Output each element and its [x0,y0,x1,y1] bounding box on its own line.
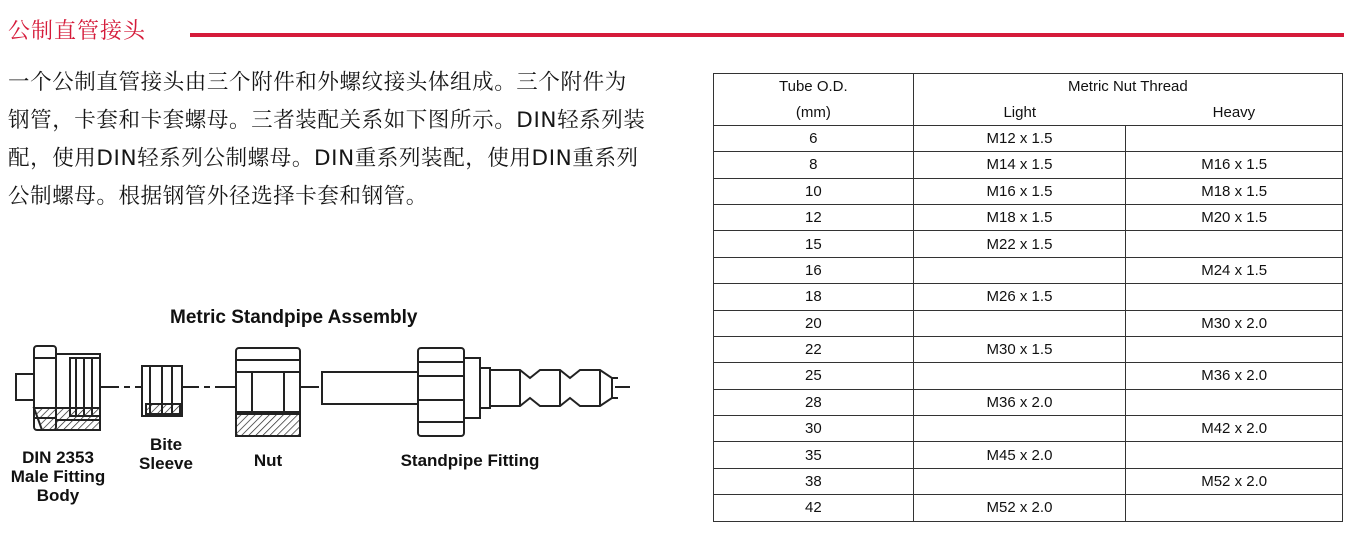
cell-od: 20 [714,310,914,336]
table-row [714,125,1343,151]
table-row [714,284,1343,310]
header-metric-nut-thread: Metric Nut Thread [913,74,1342,100]
cell-light [913,257,1126,283]
cell-od: 22 [714,336,914,362]
cell-heavy [1126,442,1343,468]
table-row [714,416,1343,442]
diagram-title: Metric Standpipe Assembly [170,307,418,328]
cell-od: 18 [714,284,914,310]
cell-light [913,416,1126,442]
cell-od: 25 [714,363,914,389]
label-male-fitting-body: DIN 2353 Male Fitting Body [10,448,106,505]
cell-heavy: M42 x 2.0 [1126,416,1343,442]
cell-light: M16 x 1.5 [913,178,1126,204]
cell-light: M26 x 1.5 [913,284,1126,310]
cell-od: 8 [714,152,914,178]
standpipe-fitting-part [322,348,618,436]
cell-heavy [1126,389,1343,415]
cell-heavy [1126,336,1343,362]
cell-heavy [1126,231,1343,257]
header-heavy: Heavy [1126,99,1343,125]
label-nut: Nut [253,451,283,470]
table-row [714,442,1343,468]
cell-od: 6 [714,125,914,151]
intro-paragraph: 一个公制直管接头由三个附件和外螺纹接头体组成。三个附件为钢管，卡套和卡套螺母。三者装配关系如下图所示。DIN轻系列装配，使用DIN轻系列公制螺母。DIN重系列装配，使用DIN重系列公制螺母。根据钢管外径选择卡套和钢管。 [8,70,646,209]
cell-od: 15 [714,231,914,257]
cell-light: M12 x 1.5 [913,125,1126,151]
cell-heavy [1126,125,1343,151]
cell-light: M22 x 1.5 [913,231,1126,257]
cell-od: 28 [714,389,914,415]
cell-heavy: M24 x 1.5 [1126,257,1343,283]
cell-heavy: M18 x 1.5 [1126,178,1343,204]
bite-sleeve-part [142,366,182,416]
cell-heavy: M52 x 2.0 [1126,468,1343,494]
table-row [714,178,1343,204]
cell-light [913,310,1126,336]
table-row [714,363,1343,389]
cell-heavy: M36 x 2.0 [1126,363,1343,389]
cell-light [913,468,1126,494]
cell-heavy [1126,495,1343,521]
title-divider [190,33,1344,37]
cell-light: M18 x 1.5 [913,204,1126,230]
cell-heavy [1126,284,1343,310]
cell-light: M14 x 1.5 [913,152,1126,178]
cell-od: 35 [714,442,914,468]
cell-od: 30 [714,416,914,442]
table-row [714,310,1343,336]
cell-heavy: M20 x 1.5 [1126,204,1343,230]
cell-heavy: M16 x 1.5 [1126,152,1343,178]
standpipe-assembly-diagram [0,330,640,450]
cell-od: 38 [714,468,914,494]
cell-light: M36 x 2.0 [913,389,1126,415]
table-row [714,468,1343,494]
cell-light: M45 x 2.0 [913,442,1126,468]
cell-od: 42 [714,495,914,521]
table-row [714,204,1343,230]
section-title: 公制直管接头 [8,19,147,44]
cell-od: 12 [714,204,914,230]
table-row [714,336,1343,362]
male-fitting-body-part [16,346,100,430]
table-row [714,495,1343,521]
label-bite-sleeve: Bite Sleeve [139,435,193,473]
label-standpipe-fitting: Standpipe Fitting [400,451,540,470]
cell-light: M52 x 2.0 [913,495,1126,521]
header-tube-od: Tube O.D. [714,74,914,100]
table-row [714,389,1343,415]
table-row [714,152,1343,178]
cell-od: 16 [714,257,914,283]
cell-light [913,363,1126,389]
metric-nut-thread-table [713,73,1343,522]
header-light: Light [1003,103,1036,121]
table-row [714,257,1343,283]
table-row [714,231,1343,257]
cell-heavy: M30 x 2.0 [1126,310,1343,336]
header-mm: (mm) [714,99,914,125]
nut-part [236,348,300,436]
cell-light: M30 x 1.5 [913,336,1126,362]
cell-od: 10 [714,178,914,204]
